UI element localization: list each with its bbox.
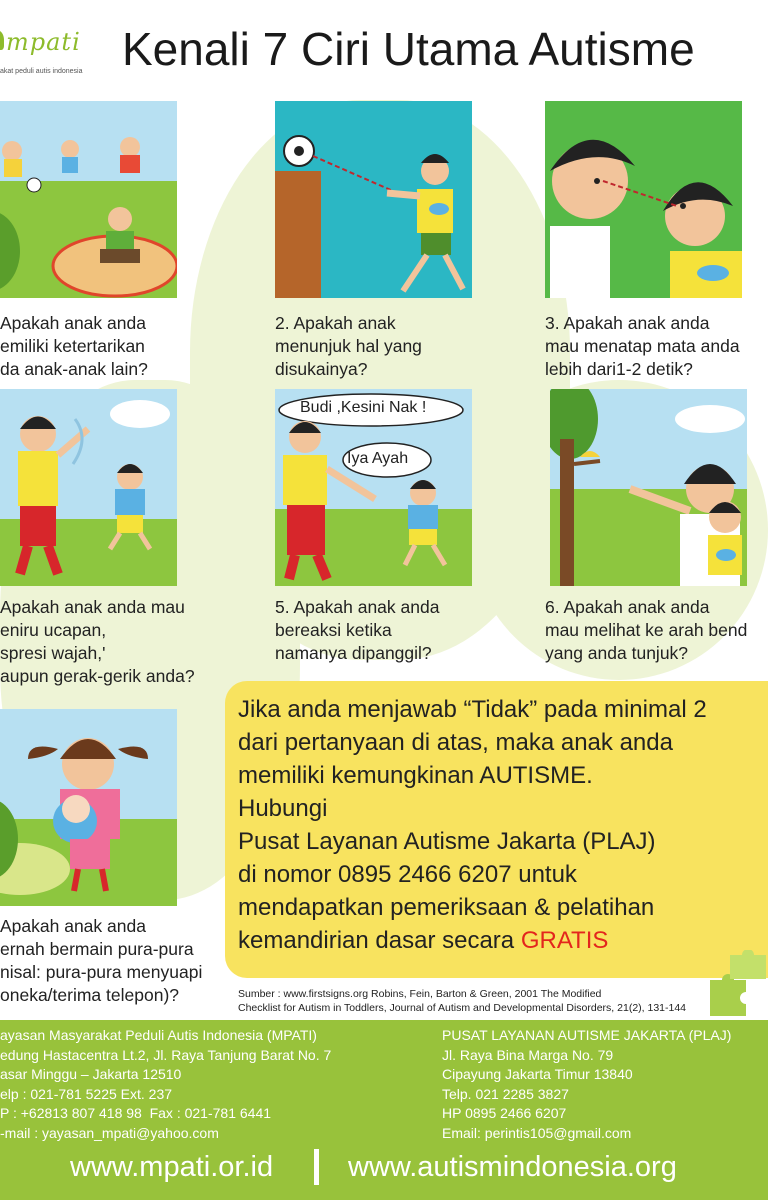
footer-divider (314, 1149, 319, 1185)
callout-line: Hubungi (238, 795, 328, 822)
callout-line: mendapatkan pemeriksaan & pelatihan (238, 894, 655, 921)
callout-text (238, 693, 707, 957)
question-2: 2. Apakah anak menunjuk hal yang disukainya? (275, 313, 422, 379)
question-4: Apakah anak anda mau eniru ucapan, spresi wajah,' aupun gerak-gerik anda? (0, 597, 195, 686)
illustration-panel-2 (275, 101, 472, 298)
imitation-illustration (0, 389, 177, 586)
callout-line: dari pertanyaan di atas, maka anak anda (238, 729, 673, 756)
name-response-illustration (275, 389, 472, 586)
illustration-panel-6 (550, 389, 747, 586)
question-6: 6. Apakah anak anda mau melihat ke arah bend yang anda tunjuk? (545, 597, 748, 663)
illustration-panel-3 (545, 101, 742, 298)
mpati-website-link[interactable]: www.mpati.or.id (70, 1151, 274, 1183)
illustration-panel-1 (0, 101, 177, 298)
joint-attention-illustration (550, 389, 747, 586)
children-playing-illustration (0, 101, 177, 298)
question-5: 5. Apakah anak anda bereaksi ketika namanya dipanggil? (275, 597, 440, 663)
callout-line: Pusat Layanan Autisme Jakarta (PLAJ) (238, 828, 656, 855)
question-1: Apakah anak anda emiliki ketertarikan da anak-anak lain? (0, 313, 148, 379)
logo-text: mpati (6, 28, 81, 56)
callout-line: Jika anda menjawab “Tidak” pada minimal 2 (238, 696, 707, 723)
gratis-highlight: GRATIS (520, 927, 609, 954)
illustration-panel-4 (0, 389, 177, 586)
callout-line-last (238, 924, 707, 957)
question-7: Apakah anak anda ernah bermain pura-pura nisal: pura-pura menyuapi oneka/terima telepon)? (0, 916, 203, 1005)
pretend-play-illustration (0, 709, 177, 906)
plaj-address: PUSAT LAYANAN AUTISME JAKARTA (PLAJ) Jl. Raya Bina Marga No. 79 Cipayung Jakarta Timur 13840 Telp. 021 2285 3827 HP 0895 2466 6207 Email: perintis105@gmail.com (442, 1027, 732, 1141)
logo-mark-icon (0, 30, 4, 50)
question-3: 3. Apakah anak anda mau menatap mata anda lebih dari1-2 detik? (545, 313, 740, 379)
callout-line-prefix: kemandirian dasar secara (238, 927, 521, 954)
illustration-panel-5 (275, 389, 472, 586)
logo-tagline: akat peduli autis indonesia (0, 68, 83, 75)
speech-bubble-child: Iya Ayah (347, 450, 409, 467)
autism-indonesia-website-link[interactable]: www.autismindonesia.org (348, 1151, 677, 1183)
speech-bubble-father: Budi ,Kesini Nak ! (300, 399, 427, 416)
source-citation: Sumber : www.firstsigns.org Robins, Fein, Barton & Green, 2001 The Modified Checklist for Autism in Toddlers, Journal of Autism and Developmental Disorders, 21(2), 131-144 (238, 988, 687, 1014)
callout-line: di nomor 0895 2466 6207 untuk (238, 861, 577, 888)
pointing-at-ball-illustration (275, 101, 472, 298)
eye-contact-illustration (545, 101, 742, 298)
callout-line: memiliki kemungkinan AUTISME. (238, 762, 593, 789)
mpati-logo (0, 22, 110, 82)
page-title: Kenali 7 Ciri Utama Autisme (122, 23, 695, 75)
puzzle-piece-icon (700, 950, 768, 1020)
illustration-panel-7 (0, 709, 177, 906)
mpati-address: ayasan Masyarakat Peduli Autis Indonesia (MPATI) edung Hastacentra Lt.2, Jl. Raya Tanjung Barat No. 7 asar Minggu – Jakarta 12510 elp : 021-781 5225 Ext. 237 P : +62813 807 418 98 Fax : 021-781 6441 -mail : yayasan_mpati@yahoo.com (0, 1027, 332, 1141)
